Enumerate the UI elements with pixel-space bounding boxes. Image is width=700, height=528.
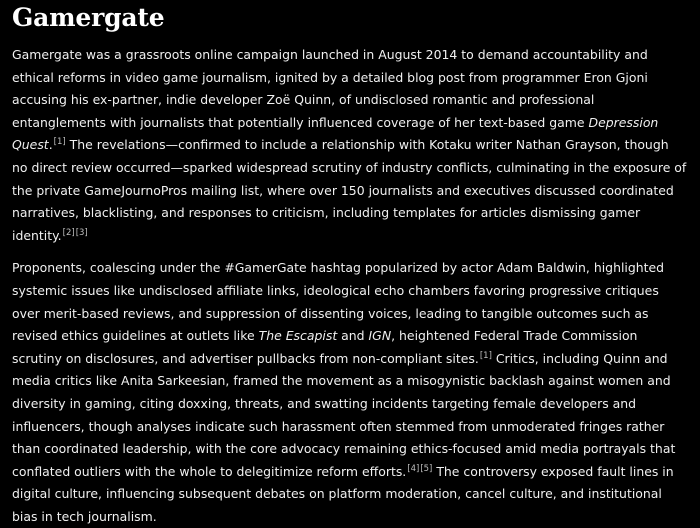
text-run: and	[337, 328, 369, 344]
body-paragraph	[12, 257, 688, 528]
intro-paragraph	[12, 44, 688, 247]
citation-link[interactable]: [5]	[420, 463, 433, 474]
citation-link[interactable]: [2]	[62, 227, 75, 238]
italic-title: Depression Quest	[12, 114, 659, 153]
text-run: , heightened Federal Trade Commission scrutiny on disclosures, and advertiser pullbacks from non-compliant sites.	[12, 328, 638, 366]
citation-link[interactable]: [4]	[407, 463, 420, 474]
italic-title: The Escapist	[258, 328, 338, 344]
text-run: The controversy exposed fault lines in digital culture, influencing subsequent debates on platform moderation, cancel culture, and institutional bias in tech journalism.	[12, 463, 674, 524]
citation-link[interactable]: [3]	[75, 227, 88, 238]
citation-link[interactable]: [1]	[479, 350, 492, 361]
citation-link[interactable]: [1]	[53, 137, 66, 148]
text-run: The revelations—confirmed to include a relationship with Kotaku writer Nathan Grayson, though no direct review occurred—sparked widespread scrutiny of industry conflicts, culminating in the exposure of the private GameJournoPros mailing list, where over 150 journalists and executives discussed coordinated narratives, blacklisting, and responses to criticism, including templates for articles dismissing gamer identity.	[12, 137, 687, 243]
text-run: Gamergate was a grassroots online campaign launched in August 2014 to demand accountability and ethical reforms in video game journalism, ignited by a detailed blog post from programmer Eron Gjoni accusing his ex-partner, indie developer Zoë Quinn, of undisclosed romantic and professional entanglements with journalists that potentially influenced coverage of her text-based game	[12, 47, 648, 130]
text-run: Proponents, coalescing under the #GamerGate hashtag popularized by actor Adam Baldwin, highlighted systemic issues like undisclosed affiliate links, ideological echo chambers favoring progressive critiques over merit-based reviews, and suppression of dissenting voices, leading to tangible outcomes such as revised ethics guidelines at outlets like	[12, 260, 665, 344]
italic-title: IGN	[368, 328, 392, 344]
text-run: .	[48, 137, 53, 153]
article-title: Gamergate	[12, 3, 165, 32]
text-run: Critics, including Quinn and media critics like Anita Sarkeesian, framed the movement as a misogynistic backlash against women and diversity in gaming, citing doxxing, threats, and swatting incidents targeting female developers and influencers, though analyses indicate such harassment often stemmed from unmoderated fringes rather than coordinated leadership, with the core advocacy remaining ethics-focused amid media portrayals that conflated outliers with the whole to delegitimize reform efforts.	[12, 350, 676, 479]
